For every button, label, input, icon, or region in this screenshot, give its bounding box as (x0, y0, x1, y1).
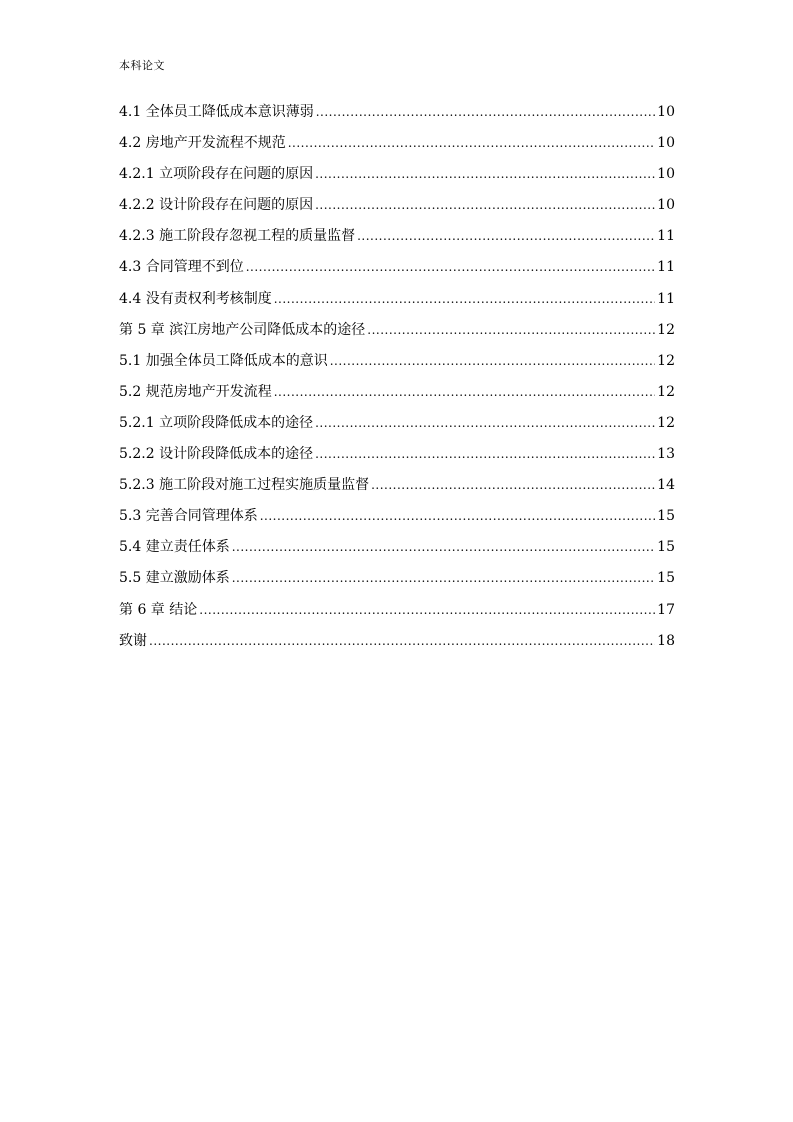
toc-entry-page-number: 15 (657, 539, 675, 556)
toc-entry-page-number: 12 (657, 414, 675, 431)
toc-entry[interactable] (119, 474, 675, 505)
toc-entry-title: 4.3 合同管理不到位 (119, 259, 244, 276)
toc-entry-title: 第 5 章 滨江房地产公司降低成本的途径 (119, 321, 366, 338)
toc-entry-page-number: 11 (657, 259, 675, 276)
toc-entry-page-number: 10 (657, 104, 675, 120)
toc-entry-title: 5.2.2 设计阶段降低成本的途径 (119, 446, 314, 463)
toc-entry-title: 第 6 章 结论 (119, 601, 198, 618)
toc-entry-title: 5.2.3 施工阶段对施工过程实施质量监督 (119, 477, 370, 494)
toc-entry[interactable] (119, 505, 675, 536)
toc-entry-page-number: 15 (657, 570, 675, 587)
toc-dot-leader (149, 630, 655, 652)
toc-dot-leader (274, 288, 655, 310)
toc-entry-title: 5.2 规范房地产开发流程 (119, 383, 272, 400)
toc-entry-page-number: 11 (657, 228, 675, 245)
toc-entry-page-number: 18 (657, 632, 675, 649)
toc-dot-leader (357, 225, 655, 247)
toc-entry[interactable] (119, 567, 675, 598)
toc-dot-leader (371, 474, 655, 496)
toc-dot-leader (232, 536, 655, 558)
page-header: 本科论文 (119, 59, 165, 72)
toc-entry-title: 4.2.2 设计阶段存在问题的原因 (119, 197, 314, 214)
toc-dot-leader (199, 599, 655, 621)
toc-entry[interactable] (119, 599, 675, 630)
toc-entry-title: 4.2.1 立项阶段存在问题的原因 (119, 166, 314, 183)
toc-entry-title: 4.2 房地产开发流程不规范 (119, 135, 286, 152)
toc-entry[interactable] (119, 194, 675, 225)
toc-dot-leader (315, 412, 655, 434)
toc-entry-title: 5.3 完善合同管理体系 (119, 508, 258, 525)
toc-entry-page-number: 10 (657, 135, 675, 152)
toc-entry-page-number: 13 (657, 446, 675, 463)
toc-entry-page-number: 12 (657, 352, 675, 369)
table-of-contents (119, 101, 675, 661)
toc-entry-title: 4.2.3 施工阶段存忽视工程的质量监督 (119, 228, 356, 245)
toc-entry-title: 致谢 (119, 632, 147, 649)
toc-entry[interactable] (119, 381, 675, 412)
toc-dot-leader (232, 567, 655, 589)
toc-entry[interactable] (119, 163, 675, 194)
toc-entry-page-number: 15 (657, 508, 675, 525)
toc-dot-leader (288, 132, 655, 154)
toc-entry[interactable] (119, 350, 675, 381)
toc-dot-leader (315, 443, 655, 465)
toc-entry[interactable] (119, 225, 675, 256)
toc-dot-leader (367, 319, 655, 341)
toc-entry[interactable] (119, 288, 675, 319)
toc-dot-leader (315, 194, 655, 216)
toc-entry-page-number: 11 (657, 290, 675, 307)
toc-entry-title: 5.2.1 立项阶段降低成本的途径 (119, 414, 314, 431)
toc-entry[interactable] (119, 101, 675, 132)
toc-entry[interactable] (119, 256, 675, 287)
toc-dot-leader (315, 163, 655, 185)
toc-entry-title: 5.1 加强全体员工降低成本的意识 (119, 352, 328, 369)
toc-dot-leader (330, 350, 655, 372)
toc-entry-page-number: 10 (657, 197, 675, 214)
toc-entry[interactable] (119, 443, 675, 474)
toc-entry-page-number: 12 (657, 383, 675, 400)
toc-dot-leader (260, 505, 655, 527)
toc-entry[interactable] (119, 412, 675, 443)
toc-entry-page-number: 10 (657, 166, 675, 183)
toc-entry-title: 5.5 建立激励体系 (119, 570, 230, 587)
toc-dot-leader (274, 381, 655, 403)
toc-entry[interactable] (119, 132, 675, 163)
toc-dot-leader (316, 101, 655, 123)
toc-entry-page-number: 17 (657, 601, 675, 618)
toc-entry-title: 4.1 全体员工降低成本意识薄弱 (119, 104, 314, 120)
toc-entry-page-number: 12 (657, 321, 675, 338)
toc-entry[interactable] (119, 630, 675, 661)
toc-entry-page-number: 14 (657, 477, 675, 494)
toc-entry[interactable] (119, 319, 675, 350)
toc-dot-leader (246, 256, 655, 278)
toc-entry-title: 5.4 建立责任体系 (119, 539, 230, 556)
toc-entry-title: 4.4 没有责权利考核制度 (119, 290, 272, 307)
toc-entry[interactable] (119, 536, 675, 567)
